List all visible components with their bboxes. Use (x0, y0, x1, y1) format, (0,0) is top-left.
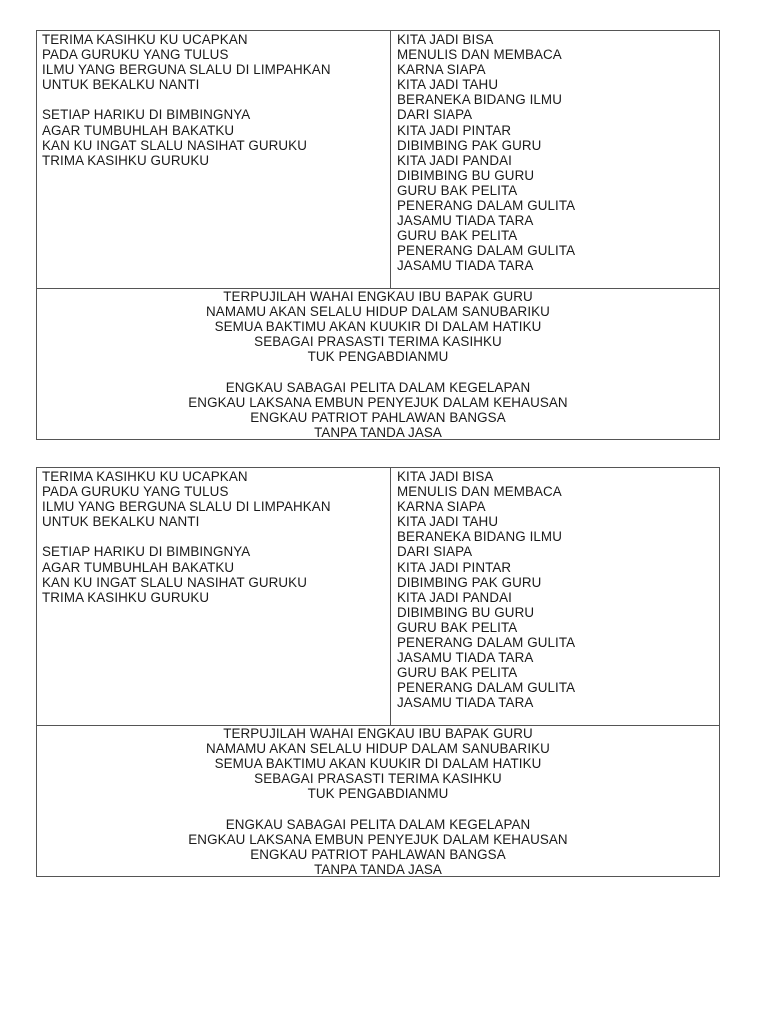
left-column (37, 468, 391, 725)
right-line: JASAMU TIADA TARA (397, 258, 534, 274)
left-line: PADA GURUKU YANG TULUS (42, 484, 229, 500)
left-column (37, 31, 391, 288)
bottom-line: TUK PENGABDIANMU (307, 786, 449, 802)
left-line: TRIMA KASIHKU GURUKU (42, 152, 210, 168)
right-line: JASAMU TIADA TARA (397, 650, 534, 666)
bottom-line: SEMUA BAKTIMU AKAN KUUKIR DI DALAM HATIKU (214, 319, 542, 335)
right-line: KITA JADI BISA (397, 469, 494, 484)
right-line: DIBIMBING PAK GURU (397, 574, 542, 590)
bottom-line: TANPA TANDA JASA (314, 861, 442, 877)
right-line: KITA JADI TAHU (397, 77, 499, 93)
right-line: PENERANG DALAM GULITA (397, 635, 576, 651)
left-line: KAN KU INGAT SLALU NASIHAT GURUKU (42, 574, 307, 590)
right-line: DIBIMBING BU GURU (397, 604, 535, 620)
left-line: SETIAP HARIKU DI BIMBINGNYA (42, 107, 251, 123)
bottom-line: NAMAMU AKAN SELALU HIDUP DALAM SANUBARIKU (206, 741, 550, 757)
verse-gap (42, 92, 390, 107)
right-line: DARI SIAPA (397, 107, 473, 123)
right-column (391, 31, 719, 288)
right-line: KITA JADI PINTAR (397, 559, 512, 575)
bottom-line: SEMUA BAKTIMU AKAN KUUKIR DI DALAM HATIKU (214, 756, 542, 772)
right-line: BERANEKA BIDANG ILMU (397, 529, 562, 545)
right-line: KARNA SIAPA (397, 499, 486, 515)
bottom-line: ENGKAU SABAGAI PELITA DALAM KEGELAPAN (225, 379, 531, 395)
left-line: AGAR TUMBUHLAH BAKATKU (42, 122, 235, 138)
verse-gap (42, 529, 390, 544)
left-line: KAN KU INGAT SLALU NASIHAT GURUKU (42, 137, 307, 153)
card-bottom-verses (37, 726, 719, 877)
card-top-row (37, 468, 719, 726)
verse-gap (37, 801, 719, 816)
left-line: TERIMA KASIHKU KU UCAPKAN (42, 469, 248, 484)
right-line: BERANEKA BIDANG ILMU (397, 92, 562, 108)
left-line: TRIMA KASIHKU GURUKU (42, 589, 210, 605)
right-line: DARI SIAPA (397, 544, 473, 560)
right-line: PENERANG DALAM GULITA (397, 680, 576, 696)
right-line: PENERANG DALAM GULITA (397, 243, 576, 259)
card-top-row (37, 31, 719, 289)
bottom-line: NAMAMU AKAN SELALU HIDUP DALAM SANUBARIKU (206, 304, 550, 320)
bottom-line: SEBAGAI PRASASTI TERIMA KASIHKU (254, 334, 502, 350)
bottom-line: SEBAGAI PRASASTI TERIMA KASIHKU (254, 771, 502, 787)
left-line: SETIAP HARIKU DI BIMBINGNYA (42, 544, 251, 560)
right-line: KITA JADI BISA (397, 32, 494, 47)
right-line: GURU BAK PELITA (397, 665, 518, 681)
bottom-line: TUK PENGABDIANMU (307, 349, 449, 365)
bottom-line: ENGKAU LAKSANA EMBUN PENYEJUK DALAM KEHAUSAN (188, 831, 568, 847)
right-line: DIBIMBING PAK GURU (397, 137, 542, 153)
bottom-line: TERPUJILAH WAHAI ENGKAU IBU BAPAK GURU (223, 726, 533, 741)
right-line: JASAMU TIADA TARA (397, 695, 534, 711)
right-line: PENERANG DALAM GULITA (397, 198, 576, 214)
right-line: GURU BAK PELITA (397, 619, 518, 635)
bottom-line: ENGKAU PATRIOT PAHLAWAN BANGSA (250, 846, 506, 862)
verse-gap (37, 364, 719, 379)
left-line: TERIMA KASIHKU KU UCAPKAN (42, 32, 248, 47)
right-line: GURU BAK PELITA (397, 182, 518, 198)
bottom-line: ENGKAU SABAGAI PELITA DALAM KEGELAPAN (225, 816, 531, 832)
left-line: AGAR TUMBUHLAH BAKATKU (42, 559, 235, 575)
right-line: JASAMU TIADA TARA (397, 213, 534, 229)
right-line: KITA JADI PANDAI (397, 152, 512, 168)
left-line: ILMU YANG BERGUNA SLALU DI LIMPAHKAN (42, 499, 331, 515)
right-column (391, 468, 719, 725)
bottom-line: ENGKAU LAKSANA EMBUN PENYEJUK DALAM KEHAUSAN (188, 394, 568, 410)
right-line: GURU BAK PELITA (397, 228, 518, 244)
right-line: KARNA SIAPA (397, 62, 486, 78)
left-line: UNTUK BEKALKU NANTI (42, 514, 200, 530)
bottom-line: TERPUJILAH WAHAI ENGKAU IBU BAPAK GURU (223, 289, 533, 304)
bottom-line: ENGKAU PATRIOT PAHLAWAN BANGSA (250, 409, 506, 425)
right-line: DIBIMBING BU GURU (397, 167, 535, 183)
lyrics-card-2 (36, 467, 720, 877)
left-line: UNTUK BEKALKU NANTI (42, 77, 200, 93)
bottom-line: TANPA TANDA JASA (314, 424, 442, 440)
card-bottom-verses (37, 289, 719, 440)
right-line: MENULIS DAN MEMBACA (397, 484, 562, 500)
left-line: PADA GURUKU YANG TULUS (42, 47, 229, 63)
right-line: KITA JADI PANDAI (397, 589, 512, 605)
right-line: KITA JADI TAHU (397, 514, 499, 530)
right-line: MENULIS DAN MEMBACA (397, 47, 562, 63)
left-line: ILMU YANG BERGUNA SLALU DI LIMPAHKAN (42, 62, 331, 78)
lyrics-card-1 (36, 30, 720, 440)
right-line: KITA JADI PINTAR (397, 122, 512, 138)
